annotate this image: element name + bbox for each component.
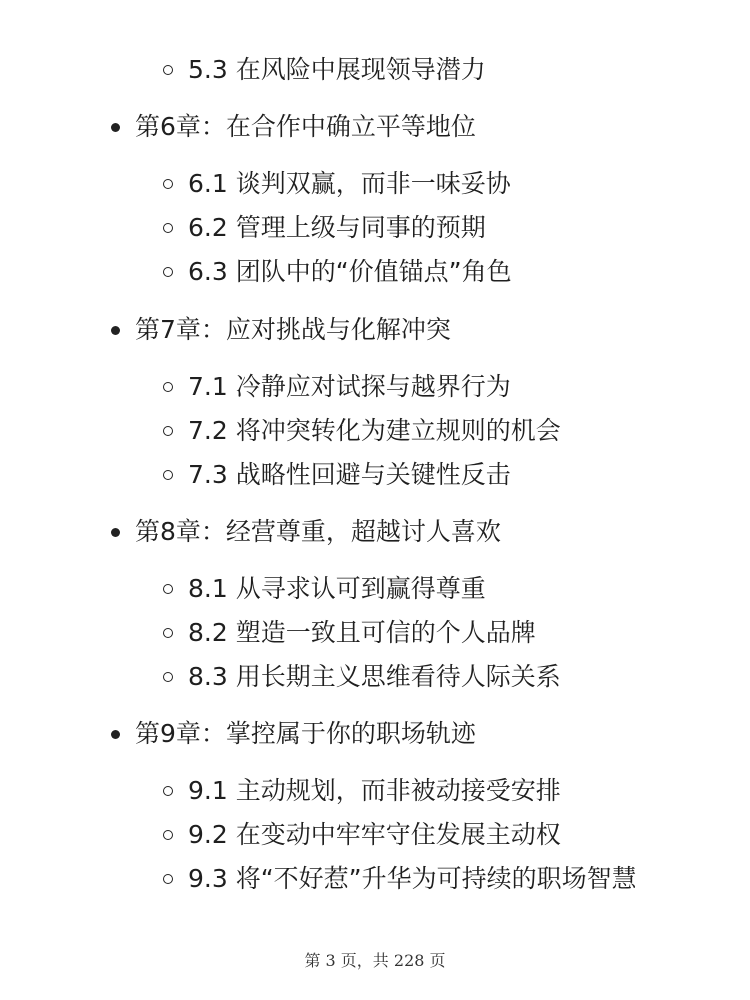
toc-subsection-text: 7.3 战略性回避与关键性反击 [188, 460, 511, 489]
hollow-bullet-icon [163, 267, 173, 277]
hollow-bullet-icon [163, 179, 173, 189]
toc-subsection-text: 7.2 将冲突转化为建立规则的机会 [188, 416, 561, 445]
toc-subsection-text: 5.3 在风险中展现领导潜力 [188, 55, 486, 84]
hollow-bullet-icon [163, 382, 173, 392]
toc-subsection-text: 6.2 管理上级与同事的预期 [188, 213, 486, 242]
hollow-bullet-icon [163, 426, 173, 436]
toc-subsection-text: 9.2 在变动中牢牢守住发展主动权 [188, 820, 561, 849]
toc-subsection-text: 6.3 团队中的“价值锚点”角色 [188, 257, 512, 286]
hollow-bullet-icon [163, 672, 173, 682]
toc-subsection-text: 8.2 塑造一致且可信的个人品牌 [188, 618, 536, 647]
solid-bullet-icon [111, 326, 120, 335]
toc-subsection-text: 7.1 冷静应对试探与越界行为 [188, 372, 511, 401]
hollow-bullet-icon [163, 830, 173, 840]
page-footer: 第 3 页，共 228 页 [304, 951, 446, 970]
solid-bullet-icon [111, 730, 120, 739]
toc-chapter-text: 第6章：在合作中确立平等地位 [135, 112, 476, 141]
toc-subsection-text: 8.3 用长期主义思维看待人际关系 [188, 662, 561, 691]
solid-bullet-icon [111, 528, 120, 537]
hollow-bullet-icon [163, 470, 173, 480]
toc-subsection-text: 6.1 谈判双赢，而非一味妥协 [188, 169, 511, 198]
hollow-bullet-icon [163, 874, 173, 884]
hollow-bullet-icon [163, 223, 173, 233]
hollow-bullet-icon [163, 584, 173, 594]
toc-subsection-text: 9.1 主动规划，而非被动接受安排 [188, 776, 561, 805]
toc-chapter-text: 第9章：掌控属于你的职场轨迹 [135, 719, 476, 748]
toc-chapter-text: 第7章：应对挑战与化解冲突 [135, 315, 451, 344]
toc-subsection-text: 8.1 从寻求认可到赢得尊重 [188, 574, 486, 603]
hollow-bullet-icon [163, 65, 173, 75]
hollow-bullet-icon [163, 786, 173, 796]
toc-subsection-text: 9.3 将“不好惹”升华为可持续的职场智慧 [188, 864, 637, 893]
toc-chapter-text: 第8章：经营尊重，超越讨人喜欢 [135, 517, 501, 546]
solid-bullet-icon [111, 123, 120, 132]
hollow-bullet-icon [163, 628, 173, 638]
